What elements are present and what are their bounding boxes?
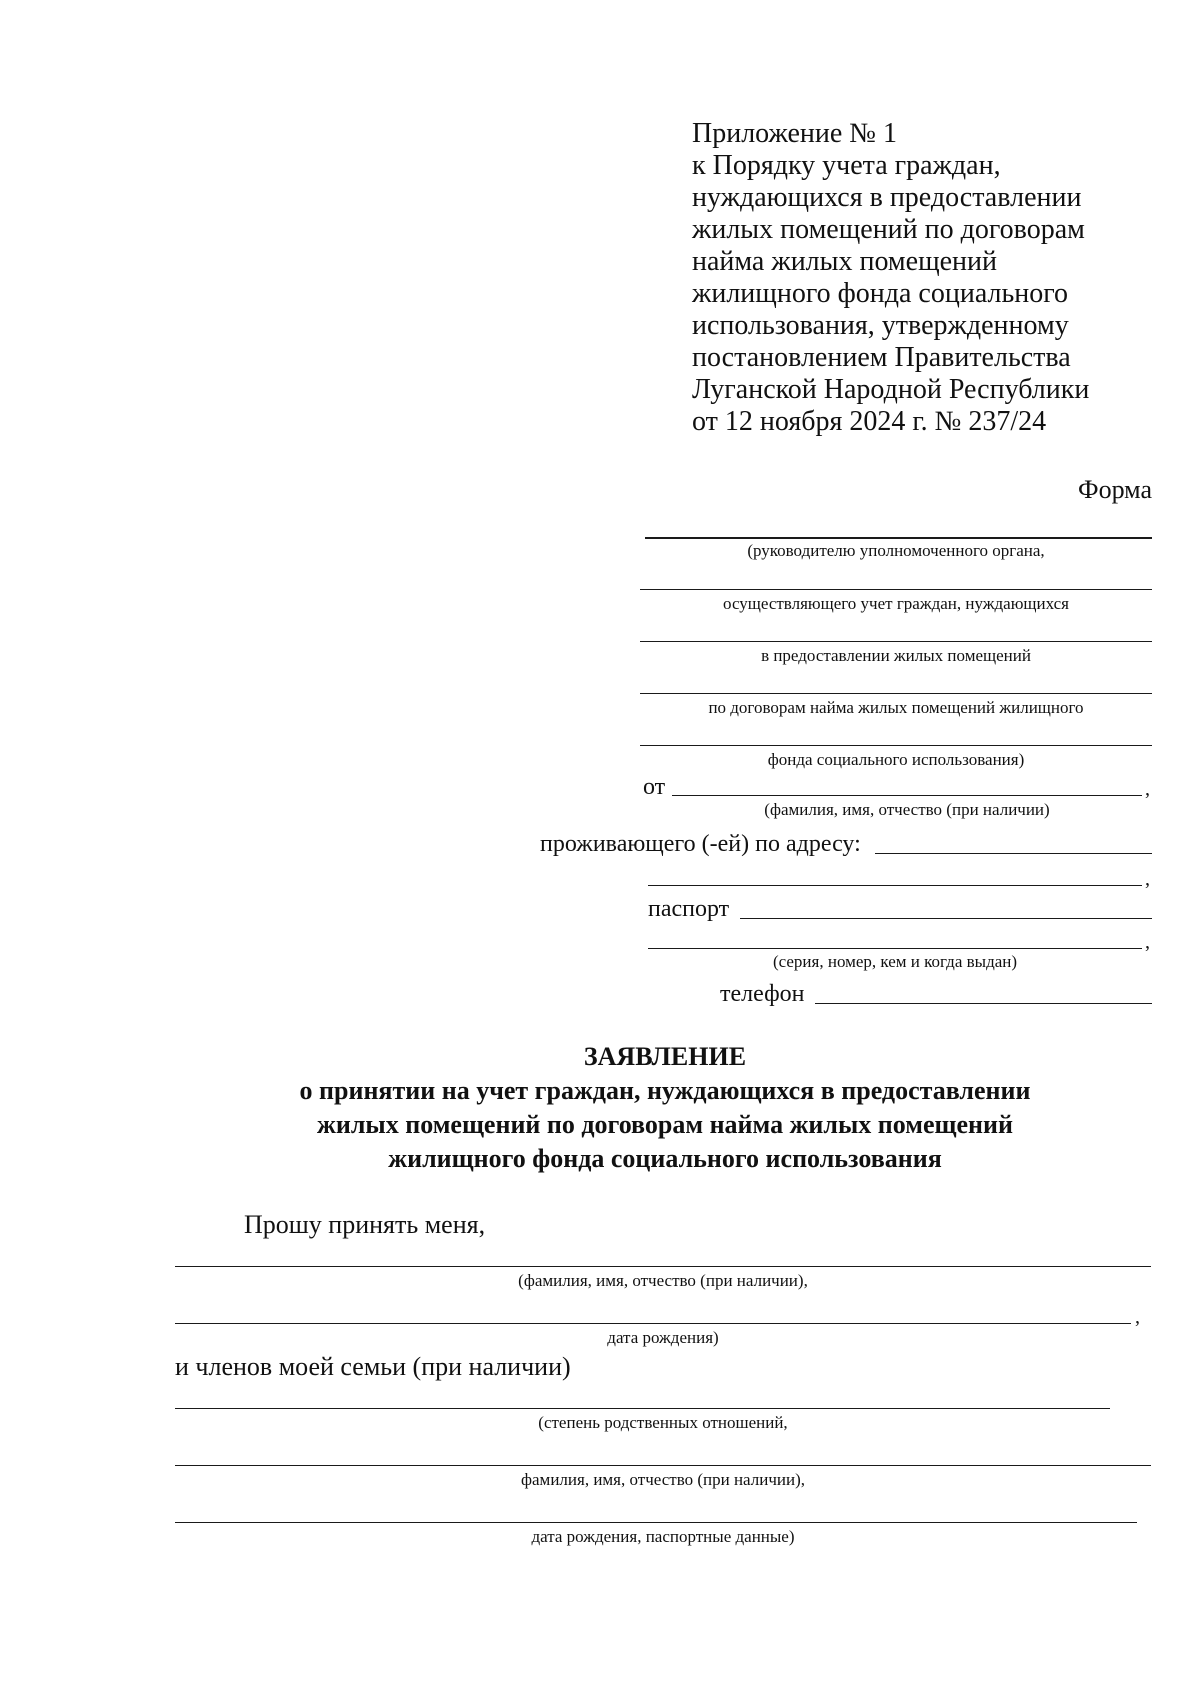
statement-subtitle-line: жилых помещений по договорам найма жилых помещений xyxy=(317,1110,1013,1139)
statement-title: ЗАЯВЛЕНИЕ xyxy=(583,1042,747,1071)
appendix-line: использования, утвержденному xyxy=(692,310,1069,341)
addressee-caption-4: по договорам найма жилых помещений жилищного xyxy=(708,698,1084,717)
applicant-caption-2: дата рождения) xyxy=(607,1328,719,1347)
address-line-1[interactable] xyxy=(875,853,1152,854)
form-label: Форма xyxy=(1078,475,1152,504)
appendix-line: к Порядку учета граждан, xyxy=(692,150,1001,181)
passport-label: паспорт xyxy=(648,896,730,922)
appendix-line: от 12 ноября 2024 г. № 237/24 xyxy=(692,406,1047,437)
statement-subtitle-line: жилищного фонда социального использования xyxy=(388,1144,942,1173)
addressee-line-2[interactable] xyxy=(640,589,1152,590)
appendix-header xyxy=(692,118,1089,438)
family-text: и членов моей семьи (при наличии) xyxy=(175,1352,571,1381)
comma: , xyxy=(1145,778,1150,800)
family-line-1[interactable] xyxy=(175,1408,1110,1409)
comma: , xyxy=(1145,931,1150,953)
appendix-line: найма жилых помещений xyxy=(692,246,998,277)
addressee-line-3[interactable] xyxy=(640,641,1152,642)
addressee-caption-5: фонда социального использования) xyxy=(767,750,1025,769)
passport-caption: (серия, номер, кем и когда выдан) xyxy=(772,952,1018,971)
from-name-line[interactable] xyxy=(672,795,1142,796)
appendix-line: постановлением Правительства xyxy=(692,342,1071,373)
passport-line-1[interactable] xyxy=(740,918,1152,919)
addressee-caption-2: осуществляющего учет граждан, нуждающихся xyxy=(723,594,1069,613)
applicant-caption-1: (фамилия, имя, отчество (при наличии), xyxy=(518,1271,808,1290)
name-caption: (фамилия, имя, отчество (при наличии) xyxy=(764,800,1050,819)
address-line-2[interactable] xyxy=(648,885,1142,886)
appendix-line: Луганской Народной Республики xyxy=(692,374,1090,405)
addressee-line-4[interactable] xyxy=(640,693,1152,694)
addressee-caption-3: в предоставлении жилых помещений xyxy=(761,646,1031,665)
statement-subtitle-line: о принятии на учет граждан, нуждающихся в предоставлении xyxy=(299,1076,1031,1105)
comma: , xyxy=(1145,868,1150,890)
family-caption-2: фамилия, имя, отчество (при наличии), xyxy=(521,1470,805,1489)
phone-line[interactable] xyxy=(815,1003,1152,1004)
addressee-line-1[interactable] xyxy=(645,537,1152,539)
appendix-line: жилищного фонда социального xyxy=(692,278,1069,309)
family-line-2[interactable] xyxy=(175,1465,1151,1466)
passport-line-2[interactable] xyxy=(648,948,1142,949)
applicant-line-1[interactable] xyxy=(175,1266,1151,1267)
appendix-line: нуждающихся в предоставлении xyxy=(692,182,1082,213)
addressee-caption-1: (руководителю уполномоченного органа, xyxy=(747,541,1045,560)
appendix-line: жилых помещений по договорам xyxy=(692,214,1085,245)
from-label: от xyxy=(643,774,666,800)
family-line-3[interactable] xyxy=(175,1522,1137,1523)
family-caption-1: (степень родственных отношений, xyxy=(538,1413,788,1432)
comma: , xyxy=(1135,1306,1140,1328)
request-text: Прошу принять меня, xyxy=(244,1210,486,1239)
appendix-line: Приложение № 1 xyxy=(692,118,897,149)
phone-label: телефон xyxy=(720,981,805,1007)
applicant-line-2[interactable] xyxy=(175,1323,1131,1324)
family-caption-3: дата рождения, паспортные данные) xyxy=(531,1527,795,1546)
address-label: проживающего (-ей) по адресу: xyxy=(540,831,861,857)
addressee-line-5[interactable] xyxy=(640,745,1152,746)
